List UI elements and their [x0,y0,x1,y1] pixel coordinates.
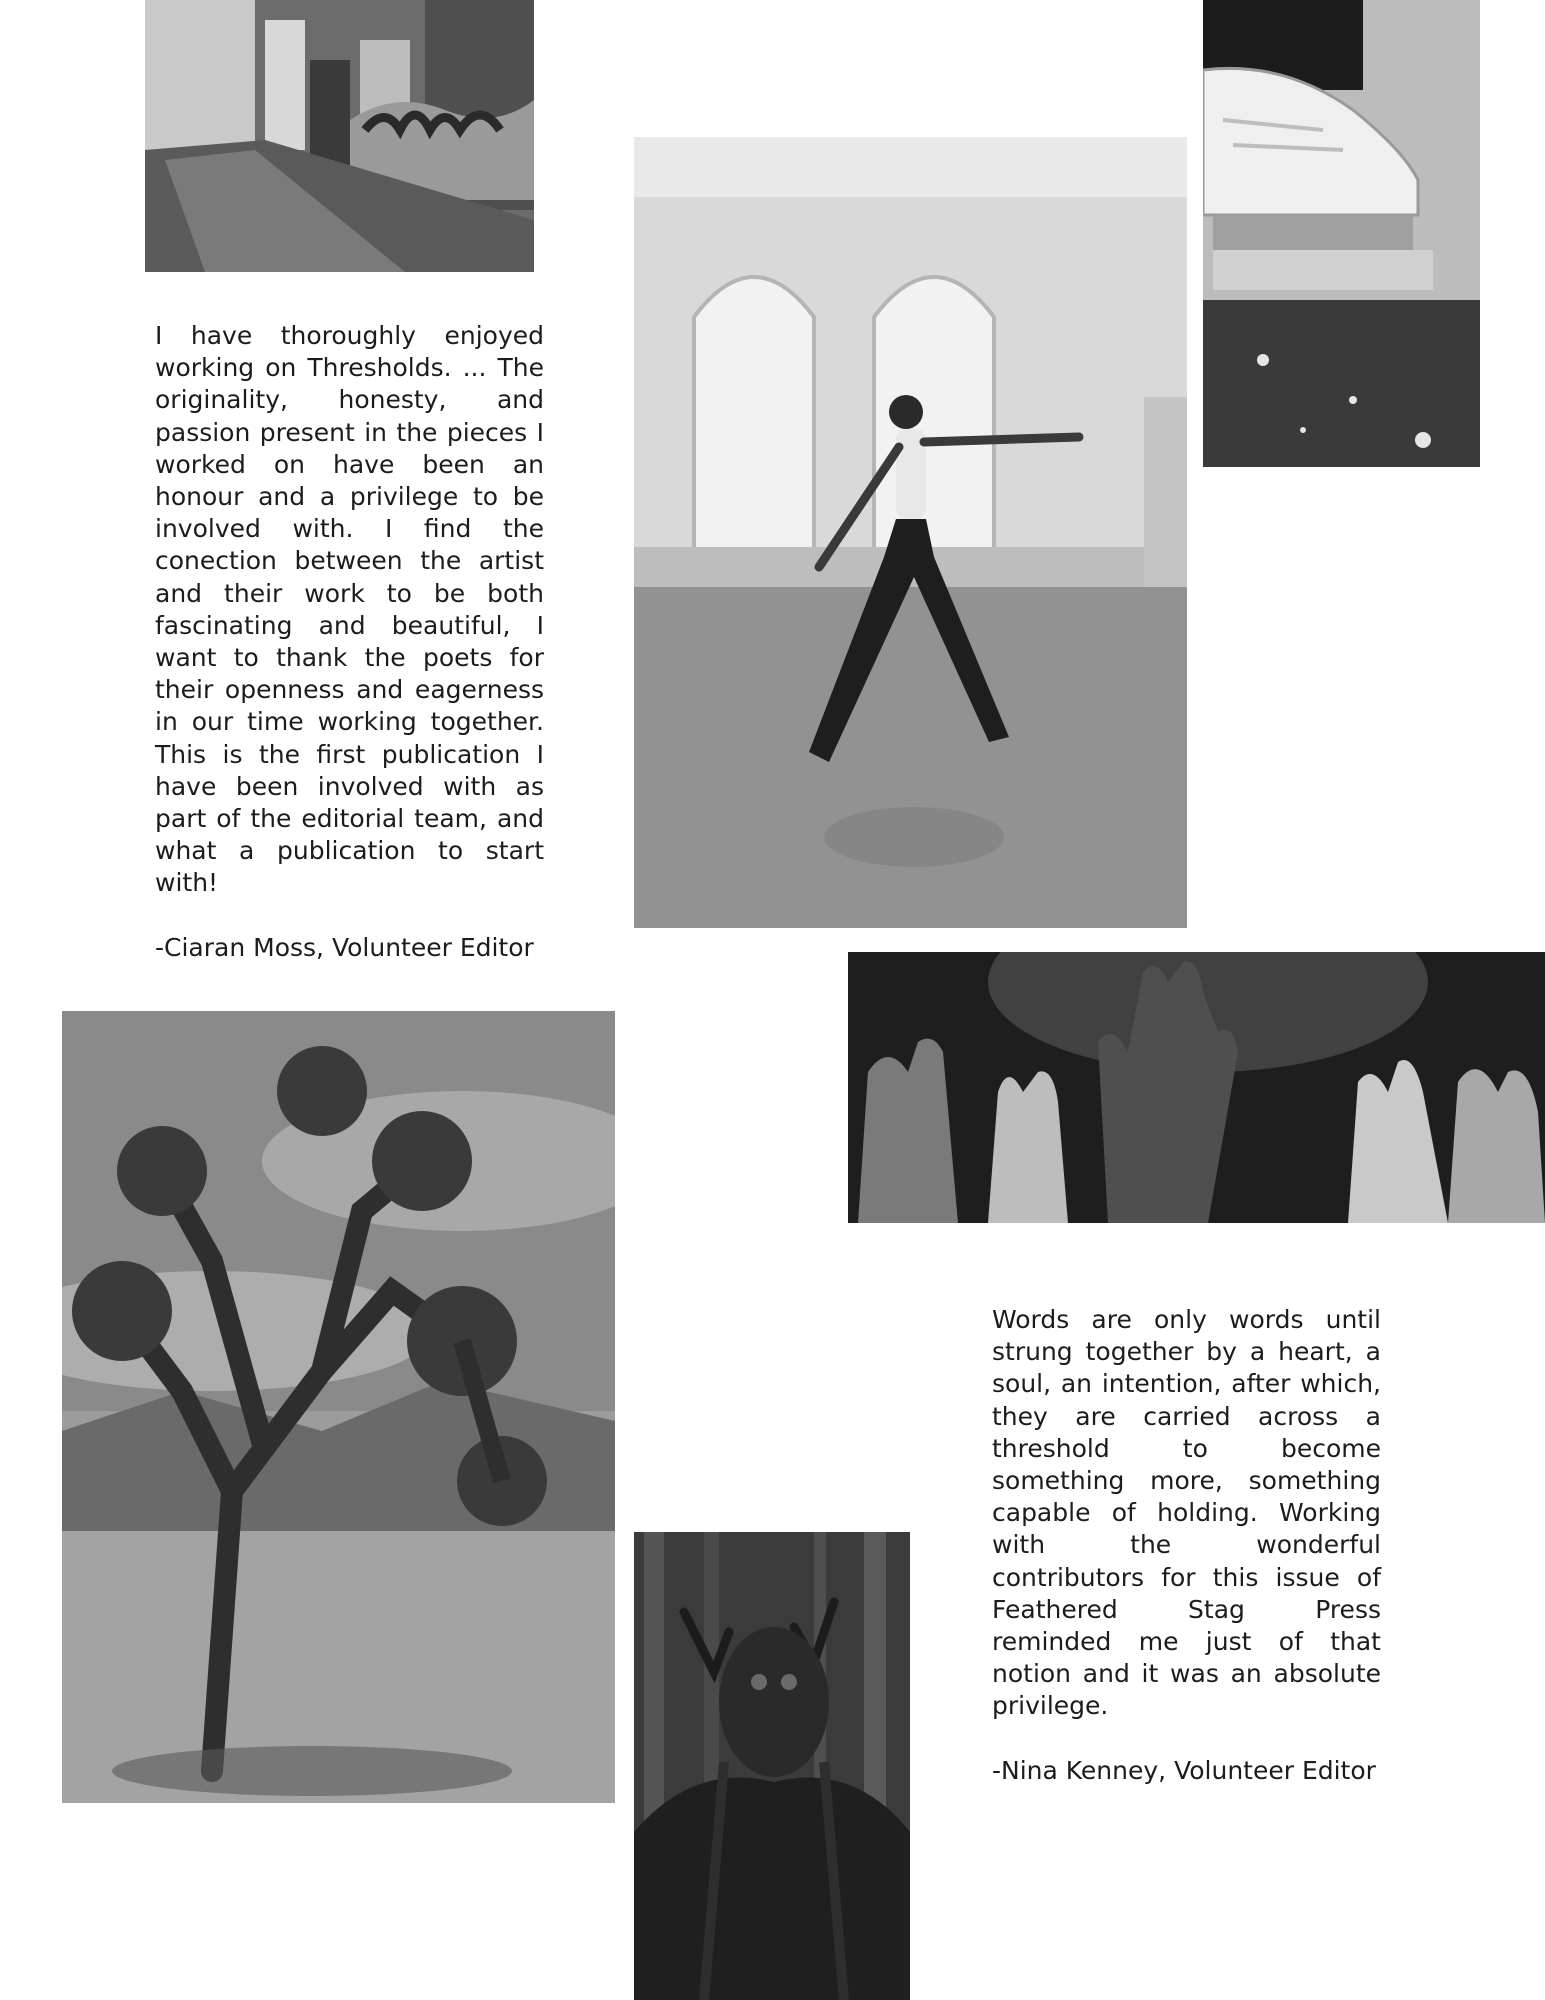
forest-antler-mask-photo [634,1532,910,2000]
raised-hands-photo [848,952,1545,1223]
editor-note-body: I have thoroughly enjoyed working on Thresholds. ... The originality, honesty, and passion present in the pieces I worked on have been an honour and a privilege to be involved with. I find the conection between the artist and their work to be both fascinating and beautiful, I want to thank the poets for their openness and eagerness in our time working together. This is the first publication I have been involved with as part of the editorial team, and what a publication to start with! [155,321,544,898]
ballet-dancer-photo [634,137,1187,928]
joshua-tree-photo [62,1011,615,1803]
ice-skate-photo [1203,0,1480,467]
street-graffiti-photo [145,0,534,272]
editor-signature: -Ciaran Moss, Volunteer Editor [155,932,534,962]
editor-signature: -Nina Kenney, Volunteer Editor [992,1755,1376,1785]
editor-note-ciaran [155,320,544,964]
editor-note-nina [992,1304,1381,1787]
editor-note-body: Words are only words until strung together by a heart, a soul, an intention, after which, they are carried across a threshold to become something more, something capable of holding. Working with the wonderful contributors for this issue of Feathered Stag Press reminded me just of that notion and it was an absolute privilege. [992,1305,1381,1721]
